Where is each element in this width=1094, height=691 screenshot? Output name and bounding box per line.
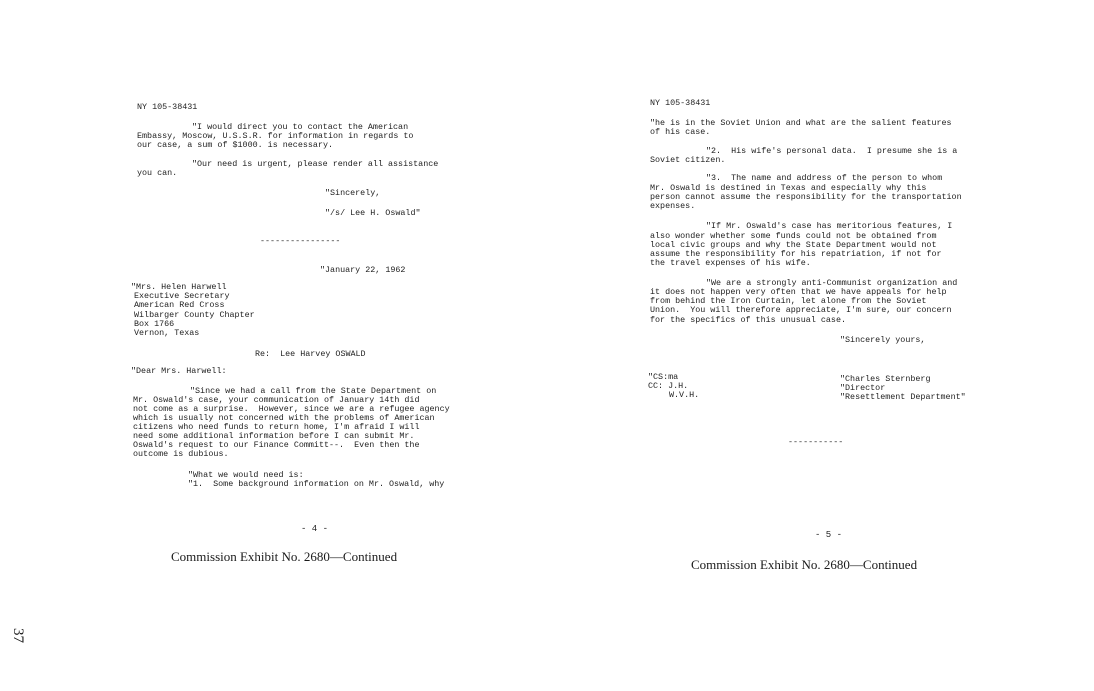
letter-line: Soviet citizen.: [650, 155, 726, 165]
divider: ----------------: [260, 236, 341, 246]
letter-line: "1. Some background information on Mr. Oswald, why: [188, 479, 445, 489]
letter-line: person cannot assume the responsibility for the transportation: [650, 192, 962, 202]
letter-line: citizens who need funds to return home, I'm afraid I will: [133, 422, 420, 432]
exhibit-caption: Commission Exhibit No. 2680—Continued: [171, 549, 398, 564]
letter-line: need some additional information before I can submit Mr.: [133, 431, 415, 441]
letter-line: the travel expenses of his wife.: [650, 258, 811, 268]
letter-line: also wonder whether some funds could not be obtained from: [650, 231, 937, 241]
address-line: "Mrs. Helen Harwell: [131, 282, 227, 292]
subject-line: Re: Lee Harvey OSWALD: [255, 349, 366, 359]
letter-line: Embassy, Moscow, U.S.S.R. for information in regards to: [137, 131, 414, 141]
letter-line: for the specifics of this unusual case.: [650, 315, 847, 325]
closing: "Sincerely,: [325, 188, 381, 198]
address-line: Vernon, Texas: [134, 328, 200, 338]
initials-line: W.V.H.: [669, 390, 700, 400]
address-line: Wilbarger County Chapter: [134, 310, 255, 320]
letter-line: assume the responsibility for his repatriation, if not for: [650, 249, 942, 259]
letter-line: Oswald's request to our Finance Committ--. Even then the: [133, 440, 420, 450]
closing: "Sincerely yours,: [840, 335, 926, 345]
letter-line: our case, a sum of $1000. is necessary.: [137, 140, 334, 150]
letter-line: outcome is dubious.: [133, 449, 229, 459]
letter-line: "If Mr. Oswald's case has meritorious features, I: [706, 221, 953, 231]
letter-line: of his case.: [650, 127, 711, 137]
page-number: - 5 -: [815, 530, 843, 540]
letter-line: local civic groups and why the State Department would not: [650, 240, 937, 250]
signature-line: "Director: [840, 383, 886, 393]
letter-line: you can.: [137, 168, 178, 178]
address-line: Box 1766: [134, 319, 175, 329]
letter-line: not come as a surprise. However, since we are a refugee agency: [133, 404, 450, 414]
exhibit-caption: Commission Exhibit No. 2680—Continued: [691, 557, 918, 572]
letter-line: "What we would need is:: [188, 470, 304, 480]
signature-line: "Resettlement Department": [840, 392, 966, 402]
file-reference: NY 105-38431: [137, 102, 198, 112]
letter-line: expenses.: [650, 201, 696, 211]
letter-line: "We are a strongly anti-Communist organization and: [706, 278, 958, 288]
address-line: Executive Secretary: [134, 291, 230, 301]
letter-line: "Since we had a call from the State Department on: [190, 386, 437, 396]
divider: -----------: [788, 437, 844, 447]
letter-line: "Our need is urgent, please render all assistance: [192, 159, 439, 169]
letter-line: which is usually not concerned with the problems of American: [133, 413, 435, 423]
volume-page-number: 37: [10, 628, 26, 643]
letter-line: "he is in the Soviet Union and what are the salient features: [650, 118, 952, 128]
file-reference: NY 105-38431: [650, 98, 711, 108]
letter-line: from behind the Iron Curtain, let alone from the Soviet: [650, 296, 927, 306]
initials-line: "CS:ma: [648, 372, 679, 382]
signature-line: "Charles Sternberg: [840, 374, 931, 384]
letter-line: Mr. Oswald is destined in Texas and especially why this: [650, 183, 927, 193]
signature: "/s/ Lee H. Oswald": [325, 208, 421, 218]
letter-line: Mr. Oswald's case, your communication of January 14th did: [133, 395, 420, 405]
letter-line: it does not happen very often that we have appeals for help: [650, 287, 947, 297]
letter-date: "January 22, 1962: [320, 265, 406, 275]
letter-line: "3. The name and address of the person to whom: [706, 173, 943, 183]
letter-line: "I would direct you to contact the American: [192, 122, 409, 132]
salutation: "Dear Mrs. Harwell:: [131, 366, 227, 376]
page-number: - 4 -: [301, 524, 329, 534]
initials-line: CC: J.H.: [648, 381, 689, 391]
letter-line: Union. You will therefore appreciate, I'm sure, our concern: [650, 305, 952, 315]
letter-line: "2. His wife's personal data. I presume she is a: [706, 146, 958, 156]
address-line: American Red Cross: [134, 300, 225, 310]
